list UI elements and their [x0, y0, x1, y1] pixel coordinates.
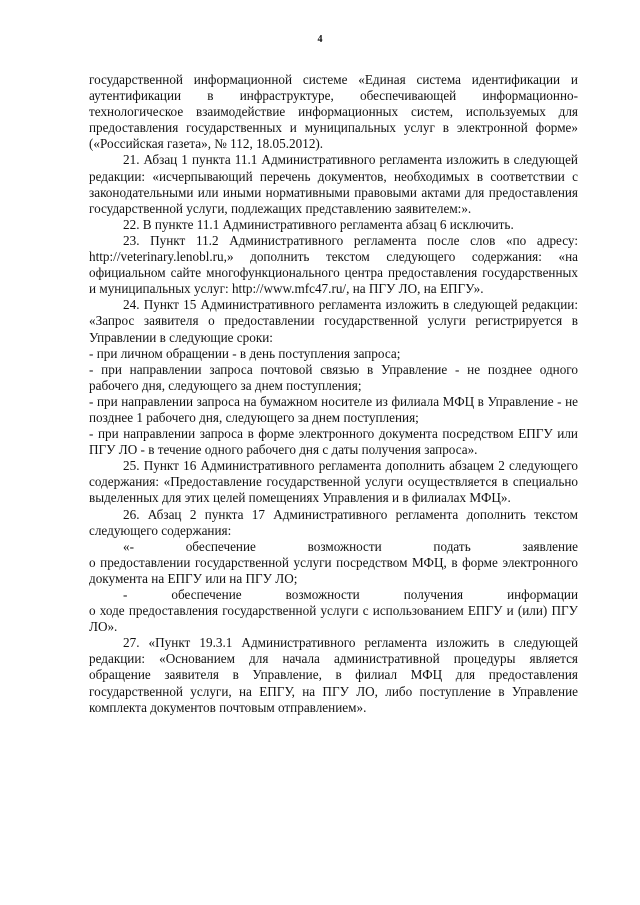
list-item: - при направлении запроса почтовой связью в Управление - не позднее одного рабочего дня, следующего за днем поступления; — [89, 361, 578, 393]
paragraph-item-23: 23. Пункт 11.2 Административного регламента после слов «по адресу: http://veterinary.lenobl.ru,» дополнить текстом следующего содержания: «на официальном сайте многофункционального центра предоставления государственных и муниципальных услуг: http://www.mfc47.ru/, на ПГУ ЛО, на ЕПГУ». — [89, 232, 578, 297]
paragraph-item-25: 25. Пункт 16 Административного регламента дополнить абзацем 2 следующего содержания: «Предоставление государственной услуги осуществляется в специально выделенных для этих целей помещениях Управления и в филиалах МФЦ». — [89, 458, 578, 506]
quoted-text: о предоставлении государственной услуги посредством МФЦ, в форме электронного документа на ЕПГУ или на ПГУ ЛО; — [89, 554, 578, 586]
paragraph-item-27: 27. «Пункт 19.3.1 Административного регламента изложить в следующей редакции: «Основанием для начала административной процедуры является обращение заявителя в Управление, в филиал МФЦ для предоставления государственной услуги, на ЕПГУ, на ПГУ ЛО, либо поступление в Управление комплекта документов почтовым отправлением». — [89, 635, 578, 715]
paragraph-item-26: 26. Абзац 2 пункта 17 Административного регламента дополнить текстом следующего содержания: — [89, 506, 578, 538]
paragraph-continuation: государственной информационной системе «Единая система идентификации и аутентификации в инфраструктуре, обеспечивающей информационно-технологическое взаимодействие информационных систем, используемых для предоставления государственных и муниципальных услуг в электронной форме» («Российская газета», № 112, 18.05.2012). — [89, 72, 578, 152]
list-item: - при направлении запроса в форме электронного документа посредством ЕПГУ или ПГУ ЛО - в течение одного рабочего дня с даты получения запроса». — [89, 426, 578, 458]
list-item: - при направлении запроса на бумажном носителе из филиала МФЦ в Управление - не позднее 1 рабочего дня, следующего за днем поступления; — [89, 393, 578, 425]
quoted-line: «- обеспечение возможности подать заявление — [123, 538, 578, 554]
document-body — [89, 72, 578, 716]
page-number: 4 — [317, 34, 323, 45]
paragraph-item-22: 22. В пункте 11.1 Административного регламента абзац 6 исключить. — [123, 216, 514, 232]
paragraph-item-21: 21. Абзац 1 пункта 11.1 Административного регламента изложить в следующей редакции: «исчерпывающий перечень документов, необходимых в соответствии с законодательными или иными нормативными правовыми актами для предоставления государственной услуги, подлежащих представлению заявителем:». — [89, 152, 578, 216]
paragraph-item-24: 24. Пункт 15 Административного регламента изложить в следующей редакции: «Запрос заявителя о предоставлении государственной услуги регистрируется в Управлении в следующие сроки: — [89, 297, 578, 345]
quoted-line: - обеспечение возможности получения информации — [123, 587, 578, 602]
list-item: - при личном обращении - в день поступления запроса; — [89, 345, 401, 361]
quoted-text: о ходе предоставления государственной услуги с использованием ЕПГУ и (или) ПГУ ЛО». — [89, 603, 578, 635]
